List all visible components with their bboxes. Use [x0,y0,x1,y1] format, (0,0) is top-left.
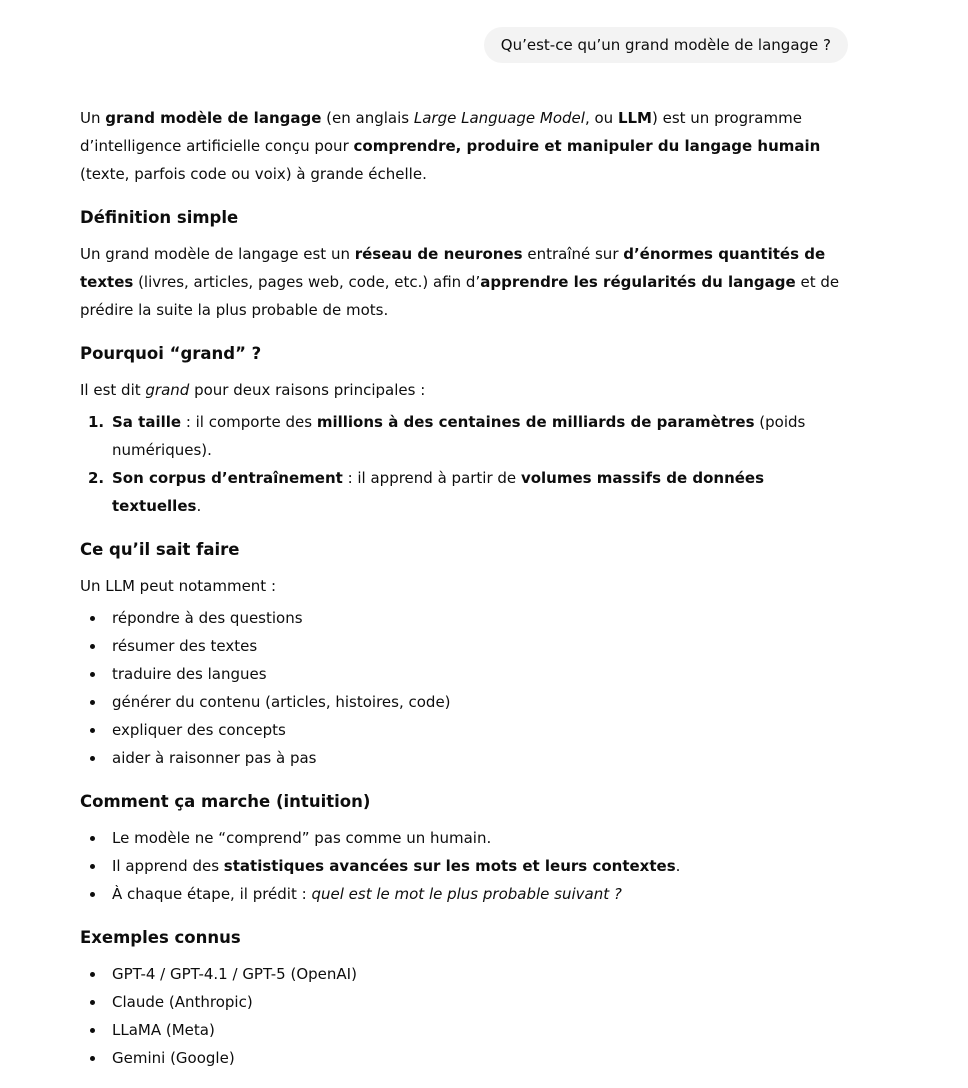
list-item-text: générer du contenu (articles, histoires, code) [112,693,451,711]
list-item-text: : il comporte des [181,413,317,431]
list-item-bold: Son corpus d’entraînement [112,469,343,487]
intro-text: Un [80,109,106,127]
list-item-text: : il apprend à partir de [342,469,521,487]
list-item-text: Claude (Anthropic) [112,993,253,1011]
pourquoi-lead-text: Il est dit [80,381,146,399]
list-item [80,1016,850,1044]
list-item [80,688,850,716]
exemples-list [80,960,850,1072]
list-number: 2. [88,469,105,487]
list-item [80,1044,850,1072]
intro-bold-term: grand modèle de langage [105,109,322,127]
bullet-icon [90,644,95,649]
definition-text: et de prédire la suite la plus probable de mots. [80,273,840,319]
fonctionnement-heading: Comment ça marche (intuition) [80,792,371,811]
bullet-icon [90,1000,95,1005]
list-item-text: Il apprend des [112,857,224,875]
pourquoi-heading: Pourquoi “grand” ? [80,344,262,363]
list-item [80,988,850,1016]
definition-text: (livres, articles, pages web, code, etc.) afin d’ [133,273,481,291]
list-item [80,464,850,520]
list-item [80,408,850,464]
list-item [80,824,850,852]
bullet-icon [90,892,95,897]
bullet-icon [90,728,95,733]
list-item [80,880,850,908]
user-message-bubble: Qu’est-ce qu’un grand modèle de langage ? [484,27,848,63]
capacites-heading: Ce qu’il sait faire [80,540,240,559]
bullet-icon [90,616,95,621]
list-item-text: Le modèle ne “comprend” pas comme un humain. [112,829,492,847]
bullet-icon [90,972,95,977]
pourquoi-lead [80,376,850,404]
list-item-text: résumer des textes [112,637,258,655]
list-item [80,852,850,880]
definition-text: Un grand modèle de langage est un [80,245,355,263]
definition-text: entraîné sur [522,245,624,263]
list-item [80,660,850,688]
list-item-text: traduire des langues [112,665,267,683]
definition-bold: d’énormes quantités de textes [80,245,826,291]
intro-bold-abbr: LLM [617,109,652,127]
list-item-text: (poids numériques). [112,413,806,459]
list-item [80,604,850,632]
list-item-text: LLaMA (Meta) [112,1021,215,1039]
fonctionnement-list [80,824,850,908]
bullet-icon [90,700,95,705]
bullet-icon [90,756,95,761]
intro-text: (en anglais [321,109,414,127]
bullet-icon [90,836,95,841]
bullet-icon [90,672,95,677]
list-item-italic: quel est le mot le plus probable suivant ? [311,885,622,903]
list-item-text: répondre à des questions [112,609,303,627]
list-item-bold: Sa taille [112,413,182,431]
pourquoi-lead-italic: grand [145,381,190,399]
list-item-bold: volumes massifs de données textuelles [112,469,765,515]
bullet-icon [90,1028,95,1033]
bullet-icon [90,864,95,869]
list-item-bold: millions à des centaines de milliards de paramètres [316,413,755,431]
list-item-text: aider à raisonner pas à pas [112,749,317,767]
list-item [80,632,850,660]
list-item [80,744,850,772]
pourquoi-lead-text: pour deux raisons principales : [189,381,426,399]
list-item-text: . [196,497,202,515]
capacites-lead: Un LLM peut notamment : [80,577,277,595]
intro-italic-term: Large Language Model [413,109,585,127]
intro-text: (texte, parfois code ou voix) à grande échelle. [80,165,427,183]
intro-text: ) est un programme d’intelligence artificielle conçu pour [80,109,802,155]
exemples-heading: Exemples connus [80,928,241,947]
capacites-list [80,604,850,772]
list-number: 1. [88,413,105,431]
intro-text: , ou [584,109,618,127]
user-message-row [484,27,848,63]
assistant-response [80,104,850,1088]
definition-heading: Définition simple [80,208,239,227]
pourquoi-list [80,408,850,520]
definition-bold: apprendre les régularités du langage [480,273,796,291]
definition-paragraph [80,240,850,324]
definition-bold: réseau de neurones [354,245,523,263]
list-item-text: GPT-4 / GPT-4.1 / GPT-5 (OpenAI) [112,965,357,983]
list-item-text: expliquer des concepts [112,721,286,739]
list-item-text: À chaque étape, il prédit : [112,885,312,903]
bullet-icon [90,1056,95,1061]
list-item [80,716,850,744]
intro-paragraph [80,104,850,188]
list-item-text: Gemini (Google) [112,1049,235,1067]
list-item-bold: statistiques avancées sur les mots et leurs contextes [223,857,676,875]
intro-bold-phrase: comprendre, produire et manipuler du langage humain [353,137,821,155]
list-item-text: . [675,857,681,875]
list-item [80,960,850,988]
